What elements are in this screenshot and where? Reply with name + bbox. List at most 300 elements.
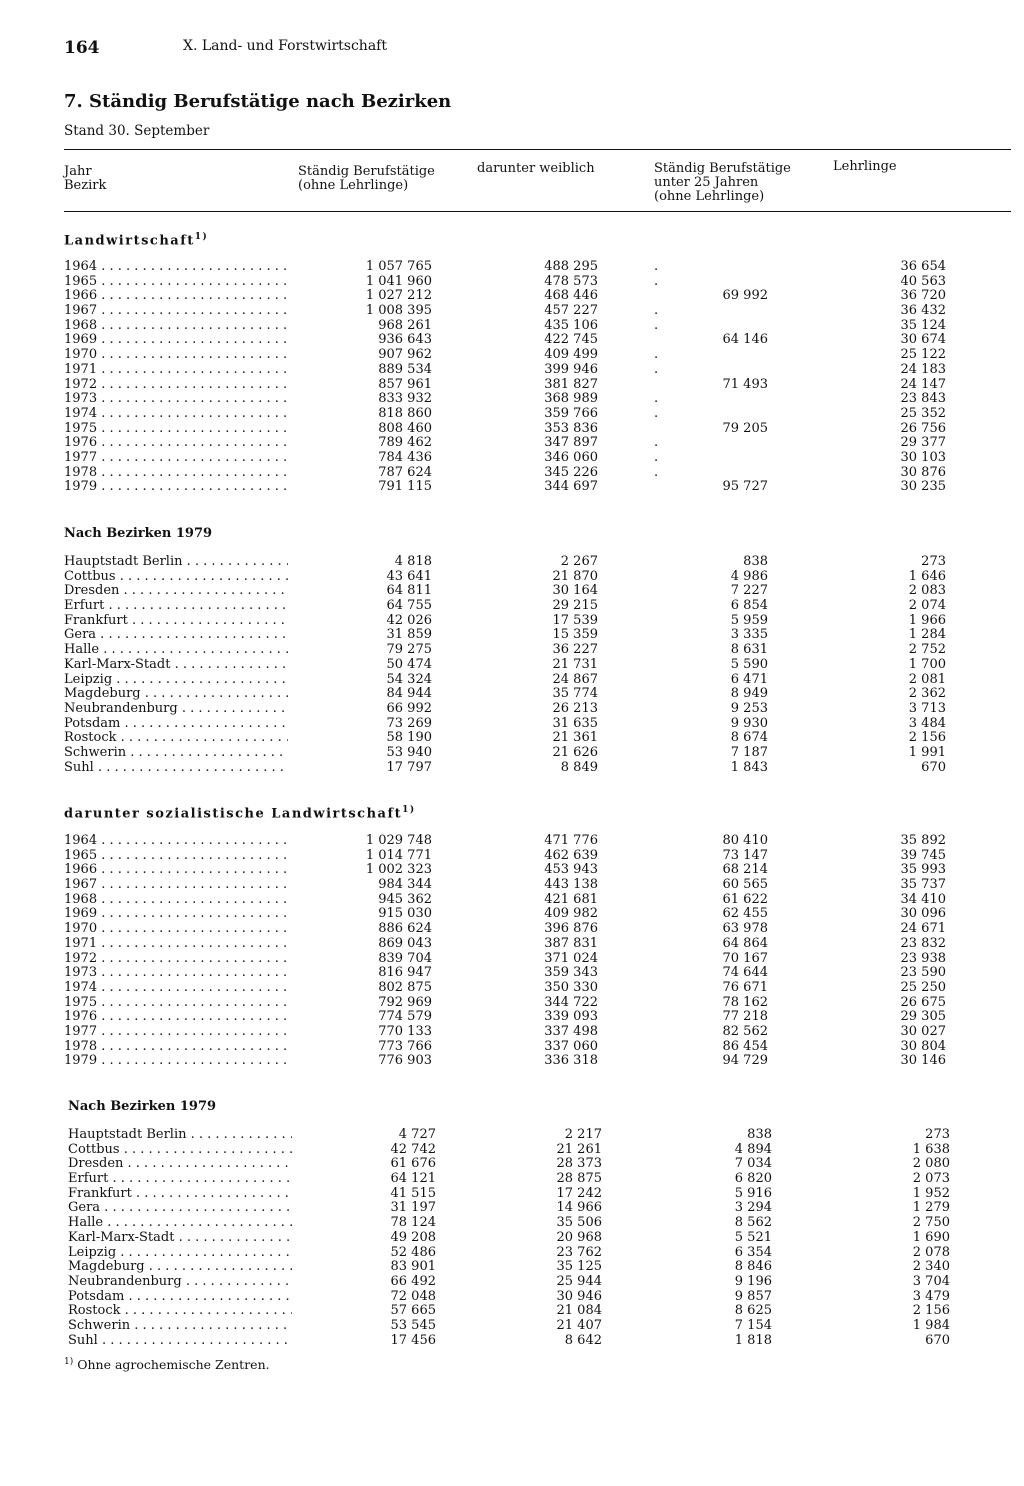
row-label: Frankfurt . . .	[64, 614, 288, 629]
table-row	[64, 436, 1014, 451]
cell-under-25: 1 843	[730, 759, 768, 775]
cell-under-25: 78 162	[722, 994, 768, 1010]
row-label: 1972 . . .	[64, 952, 288, 967]
cell-female: 24 867	[552, 671, 598, 687]
cell-under-25: 69 992	[722, 288, 768, 304]
table-row	[64, 304, 1014, 319]
cell-female: 17 242	[556, 1185, 602, 1201]
cell-under-25: .	[654, 273, 659, 289]
cell-under-25: .	[654, 435, 659, 451]
cell-female: 462 639	[544, 847, 598, 863]
cell-apprentices: 26 675	[900, 994, 946, 1010]
cell-female: 14 966	[556, 1200, 602, 1216]
cell-female: 23 762	[556, 1244, 602, 1260]
cell-under-25: 60 565	[722, 877, 768, 893]
table-row	[64, 407, 1014, 422]
cell-employed: 49 208	[390, 1229, 436, 1245]
cell-employed: 787 624	[378, 464, 432, 480]
table-row	[68, 1231, 1018, 1246]
header-apprentices: Lehrlinge	[833, 159, 897, 174]
section-title: Landwirtschaft$^{1)}$	[64, 232, 209, 249]
cell-employed: 17 456	[390, 1332, 436, 1348]
header-employed: Ständig Berufstätige (ohne Lehrlinge)	[298, 164, 435, 193]
row-label: 1967 . . .	[64, 878, 288, 893]
cell-apprentices: 1 638	[912, 1141, 950, 1157]
row-label: Cottbus . . .	[68, 1143, 292, 1158]
row-label: 1979 . . .	[64, 1054, 288, 1069]
cell-female: 31 635	[552, 715, 598, 731]
cell-apprentices: 30 027	[900, 1023, 946, 1039]
cell-employed: 1 002 323	[365, 862, 432, 878]
cell-female: 29 215	[552, 598, 598, 614]
header-rule	[64, 211, 1011, 212]
cell-apprentices: 2 340	[912, 1259, 950, 1275]
cell-employed: 54 324	[386, 671, 432, 687]
cell-apprentices: 670	[921, 759, 946, 775]
cell-under-25: 7 227	[730, 583, 768, 599]
cell-under-25: 68 214	[722, 862, 768, 878]
cell-apprentices: 3 704	[912, 1273, 950, 1289]
cell-employed: 66 992	[386, 700, 432, 716]
cell-employed: 61 676	[390, 1156, 436, 1172]
cell-employed: 52 486	[390, 1244, 436, 1260]
cell-under-25: 8 674	[730, 730, 768, 746]
cell-apprentices: 2 074	[908, 598, 946, 614]
cell-female: 368 989	[544, 391, 598, 407]
section-body	[68, 1128, 1018, 1348]
table-row	[64, 570, 1014, 585]
cell-apprentices: 2 073	[912, 1171, 950, 1187]
cell-employed: 784 436	[378, 449, 432, 465]
cell-under-25: 79 205	[722, 420, 768, 436]
cell-female: 26 213	[552, 700, 598, 716]
cell-under-25: 5 916	[734, 1185, 772, 1201]
table-row	[68, 1334, 1018, 1349]
cell-employed: 773 766	[378, 1038, 432, 1054]
cell-under-25: 80 410	[722, 833, 768, 848]
cell-female: 344 722	[544, 994, 598, 1010]
cell-employed: 915 030	[378, 906, 432, 922]
row-label: Magdeburg . . .	[64, 687, 288, 702]
section-title: Nach Bezirken 1979	[64, 526, 213, 541]
cell-apprentices: 34 410	[900, 891, 946, 907]
cell-under-25: .	[654, 347, 659, 363]
cell-apprentices: 273	[925, 1127, 950, 1142]
cell-female: 347 897	[544, 435, 598, 451]
cell-under-25: 4 894	[734, 1141, 772, 1157]
table-row	[68, 1304, 1018, 1319]
section-body	[64, 260, 1014, 495]
cell-under-25: .	[654, 449, 659, 465]
row-label: Leipzig . . .	[68, 1246, 292, 1261]
cell-employed: 31 859	[386, 627, 432, 643]
cell-apprentices: 29 305	[900, 1009, 946, 1025]
table-row	[64, 937, 1014, 952]
table-row	[64, 878, 1014, 893]
cell-female: 409 982	[544, 906, 598, 922]
row-label: 1976 . . .	[64, 1010, 288, 1025]
cell-employed: 792 969	[378, 994, 432, 1010]
cell-under-25: 838	[747, 1127, 772, 1142]
cell-female: 30 946	[556, 1288, 602, 1304]
row-label: 1977 . . .	[64, 1025, 288, 1040]
table-row	[64, 952, 1014, 967]
cell-under-25: 77 218	[722, 1009, 768, 1025]
cell-apprentices: 35 124	[900, 317, 946, 333]
table-row	[64, 422, 1014, 437]
table-row	[64, 480, 1014, 495]
cell-apprentices: 25 250	[900, 979, 946, 995]
row-label: Magdeburg . . .	[68, 1260, 292, 1275]
row-label: 1974 . . .	[64, 407, 288, 422]
cell-under-25: 5 521	[734, 1229, 772, 1245]
cell-female: 28 875	[556, 1171, 602, 1187]
cell-employed: 818 860	[378, 405, 432, 421]
cell-female: 387 831	[544, 935, 598, 951]
cell-under-25: 838	[743, 554, 768, 569]
cell-apprentices: 1 700	[908, 656, 946, 672]
cell-employed: 50 474	[386, 656, 432, 672]
row-label: 1971 . . .	[64, 937, 288, 952]
cell-employed: 816 947	[378, 965, 432, 981]
cell-female: 21 261	[556, 1141, 602, 1157]
row-label: Hauptstadt Berlin . . .	[64, 555, 288, 570]
cell-female: 359 766	[544, 405, 598, 421]
cell-employed: 808 460	[378, 420, 432, 436]
cell-apprentices: 2 156	[912, 1303, 950, 1319]
row-label: 1964 . . .	[64, 260, 288, 275]
table-row	[64, 451, 1014, 466]
cell-under-25: 64 146	[722, 332, 768, 348]
row-label: Schwerin . . .	[68, 1319, 292, 1334]
cell-female: 2 267	[560, 554, 598, 569]
cell-apprentices: 3 713	[908, 700, 946, 716]
cell-under-25: 64 864	[722, 935, 768, 951]
section-body	[64, 555, 1014, 775]
cell-apprentices: 30 096	[900, 906, 946, 922]
row-label: Potsdam . . .	[68, 1290, 292, 1305]
section-title: darunter sozialistische Landwirtschaft$^{1)}$	[64, 805, 416, 822]
cell-female: 21 731	[552, 656, 598, 672]
cell-employed: 776 903	[378, 1053, 432, 1069]
cell-under-25: 9 857	[734, 1288, 772, 1304]
cell-female: 471 776	[544, 833, 598, 848]
cell-employed: 17 797	[386, 759, 432, 775]
table-row	[68, 1172, 1018, 1187]
cell-apprentices: 40 563	[900, 273, 946, 289]
cell-apprentices: 23 938	[900, 950, 946, 966]
cell-apprentices: 36 720	[900, 288, 946, 304]
cell-employed: 84 944	[386, 686, 432, 702]
section-body	[64, 834, 1014, 1069]
cell-female: 20 968	[556, 1229, 602, 1245]
cell-apprentices: 1 952	[912, 1185, 950, 1201]
cell-under-25: .	[654, 405, 659, 421]
table-row	[64, 673, 1014, 688]
cell-under-25: 3 335	[730, 627, 768, 643]
row-label: Frankfurt . . .	[68, 1187, 292, 1202]
table-row	[64, 717, 1014, 732]
top-rule	[64, 149, 1011, 150]
cell-female: 353 836	[544, 420, 598, 436]
cell-under-25: 7 154	[734, 1317, 772, 1333]
cell-employed: 64 755	[386, 598, 432, 614]
cell-under-25: 74 644	[722, 965, 768, 981]
cell-under-25: .	[654, 303, 659, 319]
row-label: Rostock . . .	[64, 731, 288, 746]
cell-apprentices: 3 479	[912, 1288, 950, 1304]
cell-female: 21 626	[552, 744, 598, 760]
cell-female: 21 407	[556, 1317, 602, 1333]
cell-under-25: 5 959	[730, 612, 768, 628]
cell-female: 371 024	[544, 950, 598, 966]
header-under-25: Ständig Berufstätige unter 25 Jahren (ohne Lehrlinge)	[654, 161, 791, 204]
cell-employed: 907 962	[378, 347, 432, 363]
cell-female: 17 539	[552, 612, 598, 628]
table-row	[64, 643, 1014, 658]
row-label: Cottbus . . .	[64, 570, 288, 585]
cell-apprentices: 2 750	[912, 1215, 950, 1231]
cell-female: 381 827	[544, 376, 598, 392]
cell-apprentices: 2 362	[908, 686, 946, 702]
header-label: Jahr Bezirk	[64, 164, 107, 193]
cell-apprentices: 26 756	[900, 420, 946, 436]
cell-employed: 42 742	[390, 1141, 436, 1157]
row-label: Karl-Marx-Stadt . . .	[68, 1231, 292, 1246]
cell-under-25: 95 727	[722, 479, 768, 495]
table-row	[64, 1025, 1014, 1040]
cell-apprentices: 36 654	[900, 259, 946, 274]
cell-employed: 889 534	[378, 361, 432, 377]
table-row	[64, 392, 1014, 407]
table-row	[64, 687, 1014, 702]
cell-employed: 4 818	[394, 554, 432, 569]
cell-under-25: 82 562	[722, 1023, 768, 1039]
table-row	[64, 275, 1014, 290]
row-label: 1971 . . .	[64, 363, 288, 378]
row-label: Potsdam . . .	[64, 717, 288, 732]
cell-under-25: 5 590	[730, 656, 768, 672]
cell-under-25: .	[654, 317, 659, 333]
cell-apprentices: 30 146	[900, 1053, 946, 1069]
cell-female: 345 226	[544, 464, 598, 480]
cell-female: 15 359	[552, 627, 598, 643]
cell-employed: 41 515	[390, 1185, 436, 1201]
cell-female: 35 774	[552, 686, 598, 702]
cell-under-25: .	[654, 391, 659, 407]
cell-apprentices: 1 966	[908, 612, 946, 628]
row-label: Gera . . .	[68, 1201, 292, 1216]
cell-female: 25 944	[556, 1273, 602, 1289]
cell-employed: 64 121	[390, 1171, 436, 1187]
cell-employed: 43 641	[386, 568, 432, 584]
cell-employed: 1 029 748	[365, 833, 432, 848]
cell-female: 35 125	[556, 1259, 602, 1275]
table-row	[64, 260, 1014, 275]
cell-employed: 64 811	[386, 583, 432, 599]
row-label: Gera . . .	[64, 628, 288, 643]
cell-employed: 1 008 395	[365, 303, 432, 319]
table-row	[64, 966, 1014, 981]
table-row	[64, 834, 1014, 849]
cell-employed: 66 492	[390, 1273, 436, 1289]
table-row	[64, 628, 1014, 643]
cell-under-25: 9 253	[730, 700, 768, 716]
cell-employed: 791 115	[378, 479, 432, 495]
table-row	[64, 614, 1014, 629]
cell-under-25: 7 187	[730, 744, 768, 760]
table-row	[68, 1290, 1018, 1305]
table-row	[64, 333, 1014, 348]
table-row	[64, 363, 1014, 378]
cell-employed: 789 462	[378, 435, 432, 451]
row-label: 1974 . . .	[64, 981, 288, 996]
cell-employed: 1 041 960	[365, 273, 432, 289]
cell-apprentices: 2 752	[908, 642, 946, 658]
table-row	[64, 1040, 1014, 1055]
row-label: Suhl . . .	[68, 1334, 292, 1349]
cell-under-25: 6 820	[734, 1171, 772, 1187]
cell-female: 478 573	[544, 273, 598, 289]
table-row	[64, 863, 1014, 878]
cell-employed: 968 261	[378, 317, 432, 333]
row-label: Halle . . .	[64, 643, 288, 658]
cell-apprentices: 30 103	[900, 449, 946, 465]
table-row	[64, 378, 1014, 393]
table-row	[64, 893, 1014, 908]
row-label: 1969 . . .	[64, 333, 288, 348]
table-row	[64, 731, 1014, 746]
cell-apprentices: 29 377	[900, 435, 946, 451]
cell-under-25: 4 986	[730, 568, 768, 584]
cell-employed: 833 932	[378, 391, 432, 407]
table-row	[64, 555, 1014, 570]
row-label: Erfurt . . .	[68, 1172, 292, 1187]
cell-apprentices: 1 646	[908, 568, 946, 584]
cell-female: 453 943	[544, 862, 598, 878]
row-label: Schwerin . . .	[64, 746, 288, 761]
cell-under-25: 7 034	[734, 1156, 772, 1172]
cell-employed: 73 269	[386, 715, 432, 731]
cell-under-25: 70 167	[722, 950, 768, 966]
cell-apprentices: 670	[925, 1332, 950, 1348]
table-row	[64, 348, 1014, 363]
table-row	[64, 746, 1014, 761]
cell-apprentices: 30 876	[900, 464, 946, 480]
row-label: 1967 . . .	[64, 304, 288, 319]
cell-apprentices: 35 737	[900, 877, 946, 893]
cell-female: 488 295	[544, 259, 598, 274]
cell-employed: 78 124	[390, 1215, 436, 1231]
table-row	[64, 1010, 1014, 1025]
cell-employed: 1 027 212	[365, 288, 432, 304]
cell-apprentices: 35 892	[900, 833, 946, 848]
footnote: $^{1)}$ Ohne agrochemische Zentren.	[64, 1357, 270, 1373]
cell-under-25: 8 846	[734, 1259, 772, 1275]
table-row	[68, 1319, 1018, 1334]
cell-apprentices: 24 183	[900, 361, 946, 377]
cell-under-25: 73 147	[722, 847, 768, 863]
table-row	[64, 981, 1014, 996]
cell-female: 435 106	[544, 317, 598, 333]
cell-apprentices: 30 674	[900, 332, 946, 348]
row-label: 1977 . . .	[64, 451, 288, 466]
cell-under-25: 8 625	[734, 1303, 772, 1319]
running-head: X. Land- und Forstwirtschaft	[183, 38, 387, 54]
cell-employed: 53 940	[386, 744, 432, 760]
row-label: Suhl . . .	[64, 761, 288, 776]
cell-apprentices: 1 284	[908, 627, 946, 643]
row-label: Erfurt . . .	[64, 599, 288, 614]
cell-under-25: 6 471	[730, 671, 768, 687]
cell-apprentices: 2 081	[908, 671, 946, 687]
cell-apprentices: 1 279	[912, 1200, 950, 1216]
cell-under-25: 76 671	[722, 979, 768, 995]
cell-employed: 770 133	[378, 1023, 432, 1039]
cell-employed: 83 901	[390, 1259, 436, 1275]
cell-apprentices: 25 352	[900, 405, 946, 421]
cell-apprentices: 1 690	[912, 1229, 950, 1245]
row-label: 1969 . . .	[64, 907, 288, 922]
cell-apprentices: 25 122	[900, 347, 946, 363]
cell-employed: 79 275	[386, 642, 432, 658]
cell-apprentices: 24 671	[900, 921, 946, 937]
cell-apprentices: 1 984	[912, 1317, 950, 1333]
row-label: 1966 . . .	[64, 289, 288, 304]
cell-apprentices: 2 156	[908, 730, 946, 746]
cell-under-25: 9 930	[730, 715, 768, 731]
row-label: Hauptstadt Berlin . . .	[68, 1128, 292, 1143]
page-number: 164	[64, 38, 100, 58]
cell-female: 346 060	[544, 449, 598, 465]
cell-female: 21 084	[556, 1303, 602, 1319]
table-row	[68, 1143, 1018, 1158]
cell-employed: 31 197	[390, 1200, 436, 1216]
row-label: 1978 . . .	[64, 1040, 288, 1055]
table-title: 7. Ständig Berufstätige nach Bezirken	[64, 91, 452, 112]
cell-female: 421 681	[544, 891, 598, 907]
row-label: 1973 . . .	[64, 392, 288, 407]
cell-female: 409 499	[544, 347, 598, 363]
cell-under-25: 8 562	[734, 1215, 772, 1231]
row-label: Halle . . .	[68, 1216, 292, 1231]
row-label: 1968 . . .	[64, 319, 288, 334]
cell-female: 8 849	[560, 759, 598, 775]
row-label: Karl-Marx-Stadt . . .	[64, 658, 288, 673]
cell-employed: 4 727	[398, 1127, 436, 1142]
table-row	[64, 922, 1014, 937]
cell-apprentices: 30 804	[900, 1038, 946, 1054]
cell-employed: 839 704	[378, 950, 432, 966]
cell-under-25: .	[654, 464, 659, 480]
cell-apprentices: 273	[921, 554, 946, 569]
row-label: Dresden . . .	[68, 1157, 292, 1172]
cell-employed: 945 362	[378, 891, 432, 907]
cell-apprentices: 2 083	[908, 583, 946, 599]
cell-apprentices: 1 991	[908, 744, 946, 760]
table-row	[64, 1054, 1014, 1069]
row-label: 1978 . . .	[64, 466, 288, 481]
cell-employed: 774 579	[378, 1009, 432, 1025]
cell-under-25: 86 454	[722, 1038, 768, 1054]
cell-female: 30 164	[552, 583, 598, 599]
cell-female: 399 946	[544, 361, 598, 377]
cell-under-25: 3 294	[734, 1200, 772, 1216]
cell-under-25: 8 949	[730, 686, 768, 702]
cell-under-25: .	[654, 259, 659, 274]
section-title: Nach Bezirken 1979	[68, 1099, 217, 1114]
cell-under-25: 6 354	[734, 1244, 772, 1260]
